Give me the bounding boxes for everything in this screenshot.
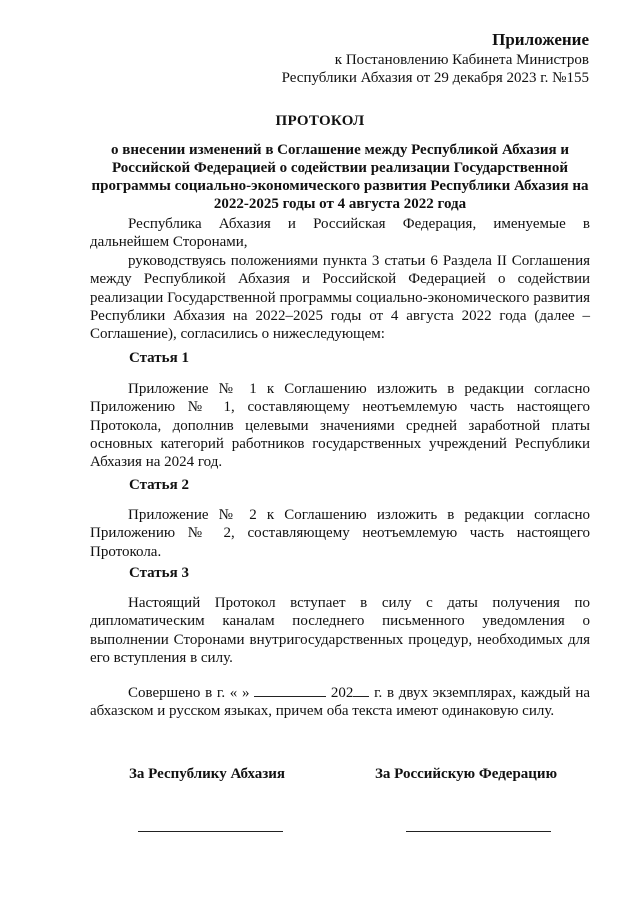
article-3-heading: Статья 3 — [129, 565, 189, 581]
date-blank — [254, 682, 326, 697]
intro-paragraph-1 — [90, 215, 590, 252]
document-title: ПРОТОКОЛ — [275, 113, 365, 129]
article-1-paragraph — [90, 380, 590, 471]
signature-line-abkhazia — [138, 831, 283, 832]
signature-label-abkhazia: За Республику Абхазия — [129, 766, 286, 782]
article-2-heading: Статья 2 — [129, 477, 189, 493]
article-3-paragraph — [90, 594, 590, 667]
article-3-text: Настоящий Протокол вступает в силу с даты получения по дипломатическим каналам последнего письменного уведомления о выполнении Сторонами внутригосударственных процедур, необходимых для его вступления в силу. — [90, 595, 590, 666]
appendix-ref-line-1: к Постановлению Кабинета Министров — [334, 52, 589, 68]
intro-text-1: Республика Абхазия и Российская Федерация, именуемые в дальнейшем Сторонами, — [90, 216, 590, 251]
signature-line-russia — [406, 831, 551, 832]
appendix-title: Приложение — [492, 30, 589, 49]
appendix-ref-line-2: Республики Абхазия от 29 декабря 2023 г. №155 — [281, 70, 589, 86]
intro-text-2: руководствуясь положениями пункта 3 статьи 6 Раздела II Соглашения между Республикой Абхазия и Российской Федерацией о содействии реализации Государственной программы социально-экономического развития Республики Абхазия на 2022–2025 годы от 4 августа 2022 года (далее – Соглашение), согласились о нижеследующем: — [90, 253, 590, 343]
article-1-heading: Статья 1 — [129, 350, 189, 366]
closing-year: 202 — [330, 685, 354, 701]
closing-text — [90, 682, 590, 721]
document-subtitle: о внесении изменений в Соглашение между Республикой Абхазия и Российской Федерацией о содействии реализации Государственной программы социально-экономического развития Республики Абхазия на 2022-2025 годы от 4 августа 2022 года — [91, 142, 589, 212]
article-2-text: Приложение № 2 к Соглашению изложить в редакции согласно Приложению № 2, составляющему неотъемлемую часть настоящего Протокола. — [90, 507, 590, 560]
closing-prefix: Совершено в г. « » — [128, 685, 250, 701]
article-2-paragraph — [90, 506, 590, 561]
closing-paragraph — [90, 682, 590, 721]
closing-rest: г. в двух экземплярах, каждый на абхазском и русском языках, причем оба текста имеют одинаковую силу. — [90, 685, 591, 720]
signature-label-russia: За Российскую Федерацию — [375, 766, 558, 782]
year-blank — [353, 682, 369, 697]
article-1-text: Приложение № 1 к Соглашению изложить в редакции согласно Приложению № 1, составляющему неотъемлемую часть настоящего Протокола, дополнив целевыми значениями средней заработной платы основных категорий работников государственных учреждений Республики Абхазия на 2024 год. — [90, 381, 590, 471]
intro-paragraph-2 — [90, 252, 590, 343]
